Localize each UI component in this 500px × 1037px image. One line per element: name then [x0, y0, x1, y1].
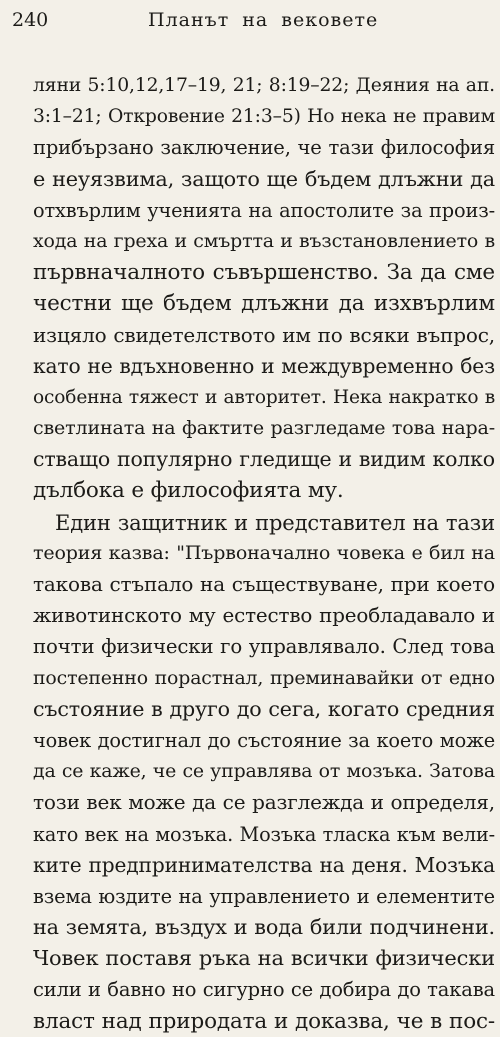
running-title: Планът на вековете [148, 9, 379, 31]
text-line: човек достигнал до състояние за което може [33, 728, 495, 752]
text-line: теория казва: "Първоначално човека е бил на [33, 541, 495, 564]
text-line: като век на мозъка. Мозъка тласка към вели- [33, 822, 495, 846]
text-line: прибързано заключение, че тази философия [33, 136, 495, 160]
text-line: такова стъпало на съществуване, при което [33, 572, 495, 596]
text-line: животинското му естество преобладавало и [33, 604, 495, 628]
text-line: Човек поставя ръка на всички физически [33, 946, 495, 971]
text-line: ляни 5:10,12,17–19, 21; 8:19–22; Деяния на ап. [33, 75, 495, 96]
text-line: първначалното съвършенство. За да сме [33, 260, 495, 286]
text-line: светлината на фактите разгледаме това нара- [33, 417, 495, 440]
text-line: сили и бавно но сигурно се добира до такава [33, 978, 495, 1002]
text-line: стващо популярно гледище и видим колко [33, 447, 495, 472]
text-line: особенна тяжест и авторитет. Нека накратко в [33, 386, 495, 408]
paragraph-2 [33, 507, 495, 1037]
text-line: изцяло свидетелството им по всяки въпрос, [33, 322, 495, 347]
text-line: честни ще бъдем длъжни да изхвърлим [33, 291, 495, 317]
text-line: състояние в друго до сега, когато средния [33, 696, 495, 721]
text-line: да се каже, че се управлява от мозъка. Затова [33, 760, 495, 783]
text-line: като не вдъхновенно и междувременно без [33, 353, 495, 378]
text-line: взема юздите на управлението и елементите [33, 884, 495, 908]
text-line: постепенно порастнал, преминавайки от едно [33, 666, 495, 689]
text-line: почти физически го управлявало. След това [33, 635, 495, 659]
text-line: ките предпринимателства на деня. Мозъка [33, 852, 495, 877]
text-line: дълбока е философията му. [33, 478, 344, 504]
body-text [33, 70, 495, 1037]
paragraph-1 [33, 70, 495, 507]
text-line: на земята, въздух и вода били подчинени. [33, 915, 495, 940]
text-line: хода на греха и смъртта и възстановлението в [33, 229, 495, 252]
page-number: 240 [12, 9, 49, 31]
text-line: Един защитник и представител на тази [55, 509, 495, 535]
text-line: този век може да се разглежда и определя, [33, 790, 495, 815]
page-header [0, 8, 500, 32]
text-line: власт над природата и доказва, че в пос- [33, 1008, 495, 1034]
text-line: е неуязвима, защото ще бъдем длъжни да [33, 166, 495, 191]
text-line: отхвърлим ученията на апостолите за произ- [33, 198, 495, 222]
text-line: 3:1–21; Откровение 21:3–5) Но нека не правим [33, 106, 495, 128]
